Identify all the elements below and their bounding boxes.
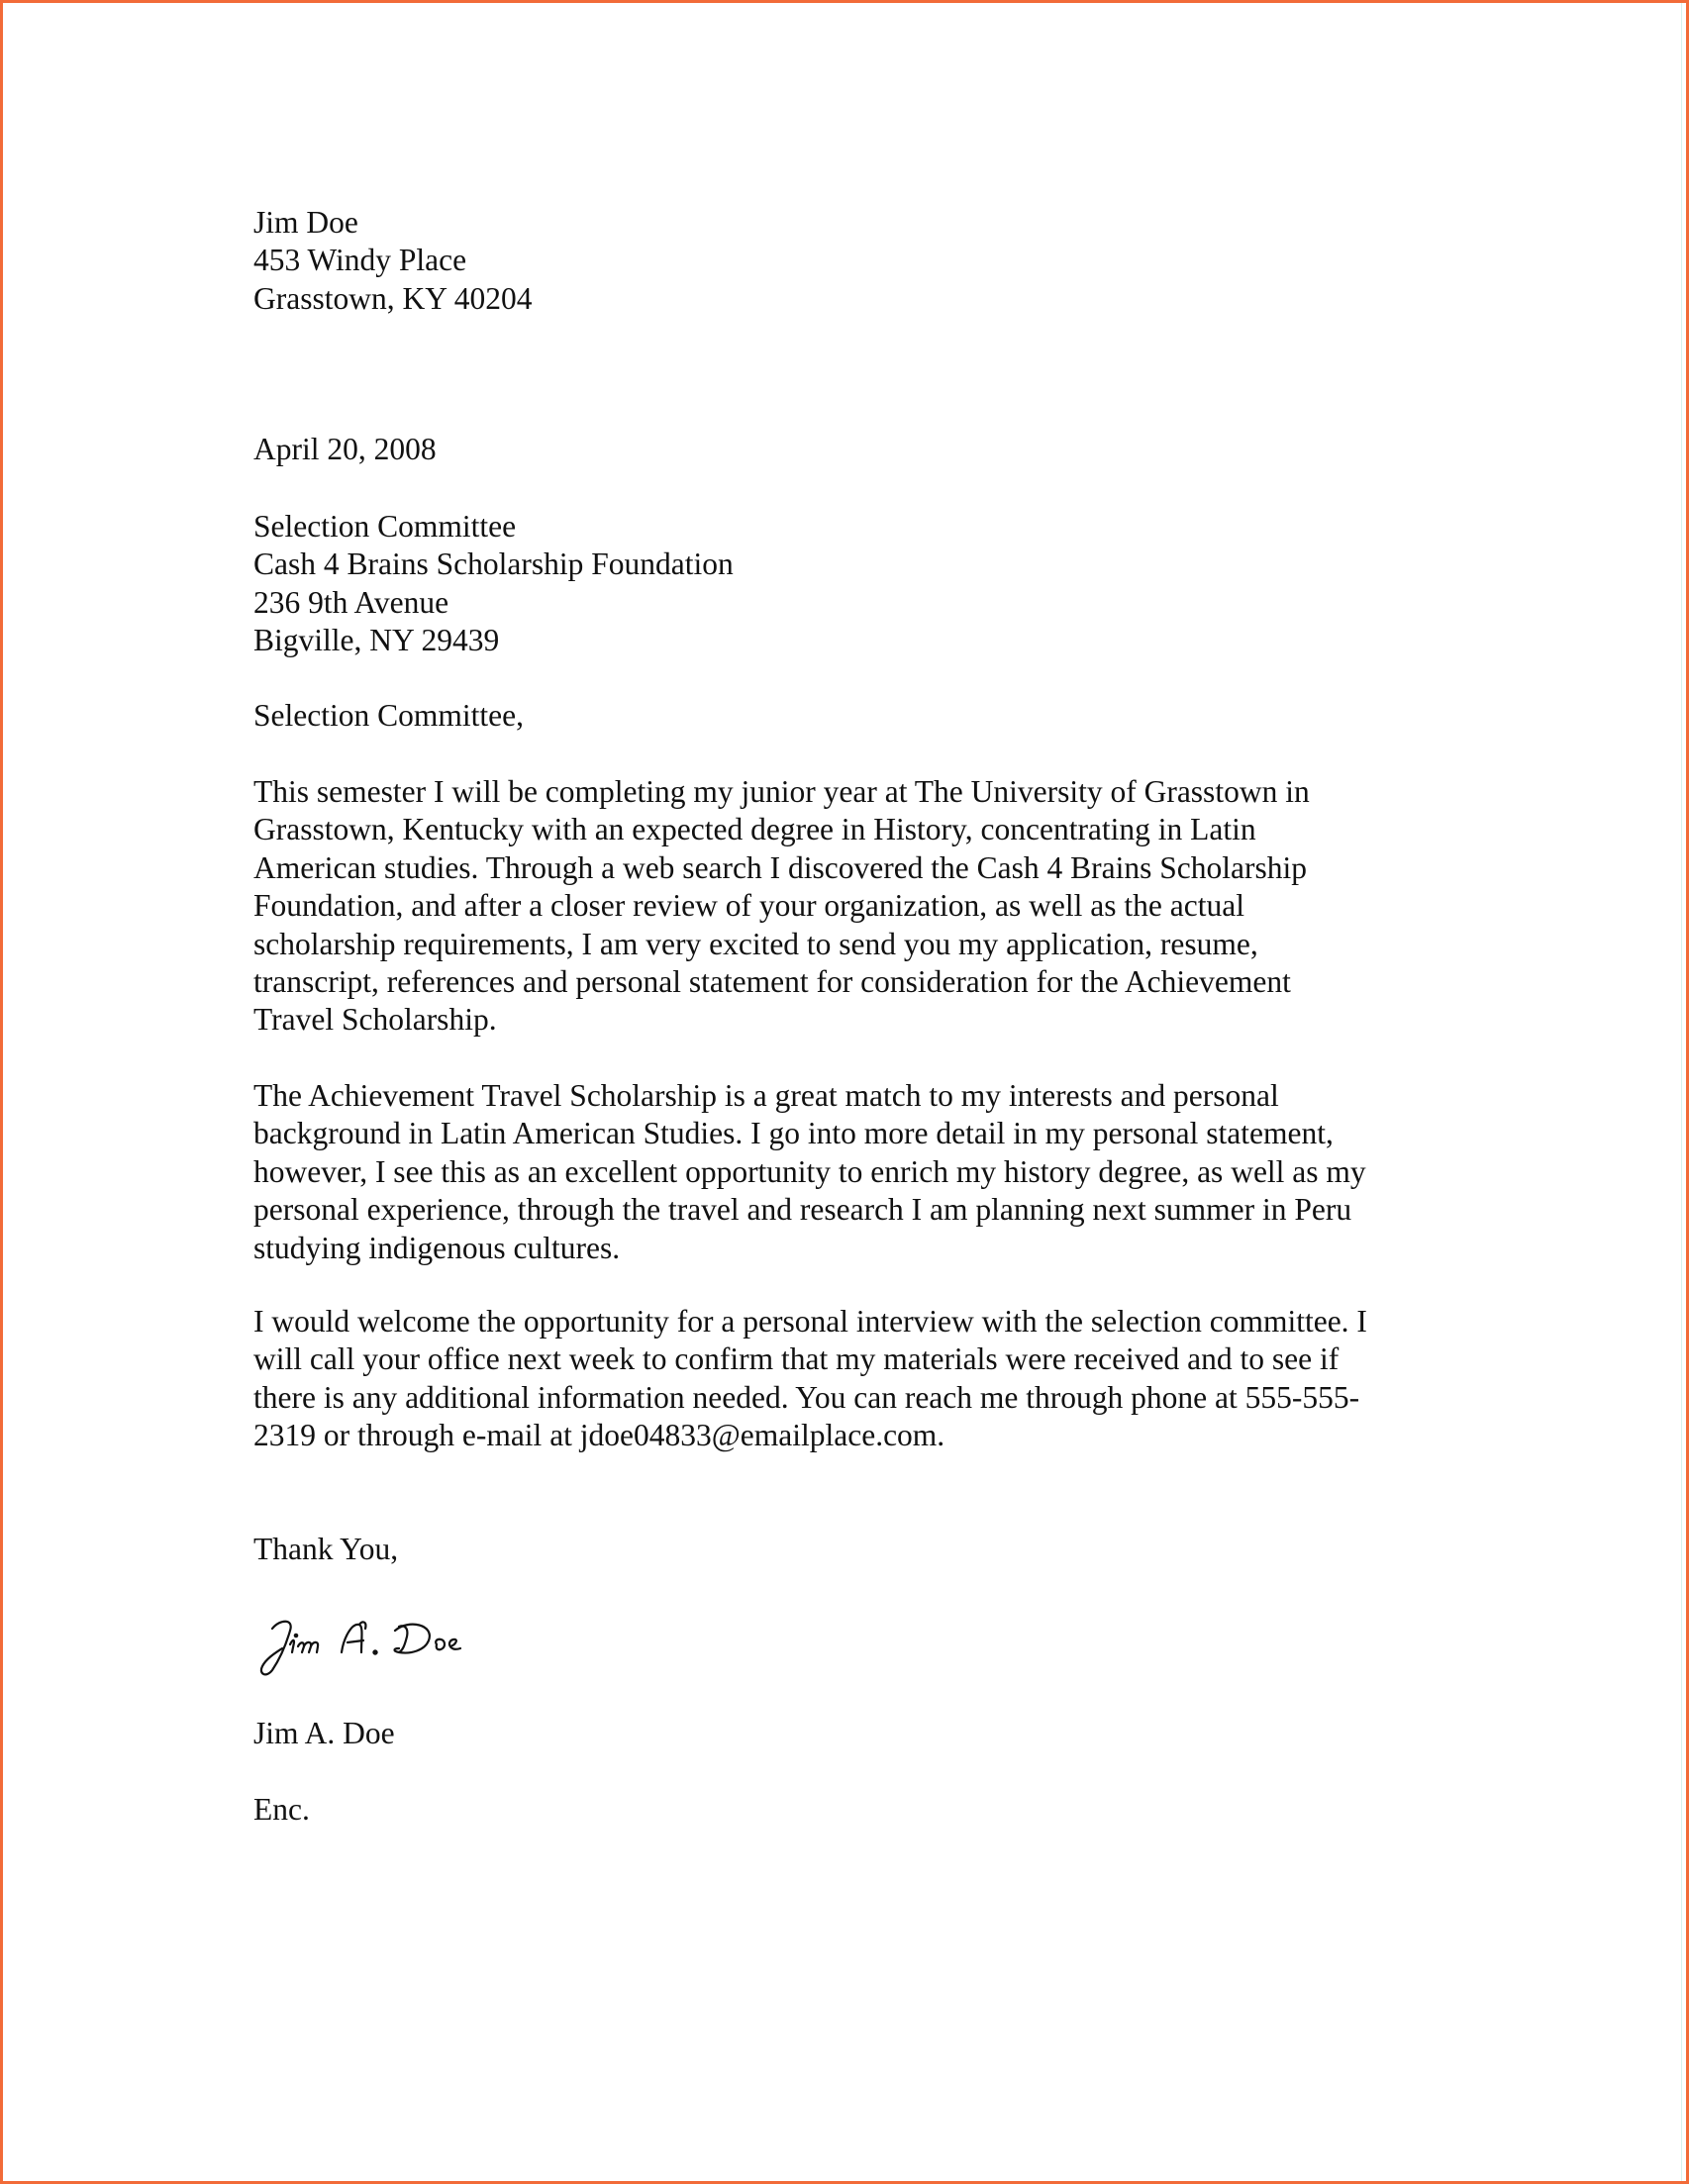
sender-address: [253, 204, 532, 318]
letter-date: [253, 431, 437, 468]
paragraph-line: transcript, references and personal statement for consideration for the Achievement: [253, 963, 1291, 999]
recipient-address: [253, 508, 734, 660]
body-paragraph-3: [253, 1303, 1367, 1455]
signature-icon: [250, 1609, 488, 1678]
paragraph-line: 2319 or through e-mail at jdoe04833@emailplace.com.: [253, 1418, 945, 1453]
date-text: April 20, 2008: [253, 432, 437, 466]
paragraph-line: Travel Scholarship.: [253, 1002, 497, 1038]
enclosure-text: Enc.: [253, 1792, 310, 1827]
paragraph-line: there is any additional information needed. You can reach me through phone at 555-555-: [253, 1379, 1360, 1415]
paragraph-line: scholarship requirements, I am very excited to send you my application, resume,: [253, 926, 1258, 961]
paragraph-line: Foundation, and after a closer review of your organization, as well as the actual: [253, 888, 1244, 924]
recipient-organization: Cash 4 Brains Scholarship Foundation: [253, 546, 734, 582]
paragraph-line: will call your office next week to confirm that my materials were received and to see if: [253, 1341, 1340, 1377]
sender-city-state-zip: Grasstown, KY 40204: [253, 280, 533, 316]
paragraph-line: American studies. Through a web search I discovered the Cash 4 Brains Scholarship: [253, 849, 1308, 885]
body-paragraph-2: [253, 1077, 1366, 1267]
recipient-city-state-zip: Bigville, NY 29439: [253, 623, 500, 658]
paragraph-line: I would welcome the opportunity for a personal interview with the selection committee. I: [253, 1304, 1367, 1339]
typed-name-text: Jim A. Doe: [253, 1716, 395, 1750]
paragraph-line: Grasstown, Kentucky with an expected degree in History, concentrating in Latin: [253, 812, 1256, 847]
salutation: [253, 697, 524, 735]
closing-text: Thank You,: [253, 1532, 399, 1566]
typed-name: [253, 1715, 395, 1752]
sender-name: Jim Doe: [253, 205, 358, 240]
salutation-text: Selection Committee,: [253, 698, 524, 733]
paragraph-line: personal experience, through the travel and research I am planning next summer in Peru: [253, 1192, 1352, 1228]
body-paragraph-1: [253, 773, 1310, 1040]
recipient-street: 236 9th Avenue: [253, 584, 449, 620]
paragraph-line: studying indigenous cultures.: [253, 1230, 621, 1265]
paragraph-line: background in Latin American Studies. I go into more detail in my personal statement,: [253, 1116, 1334, 1151]
handwritten-signature: [250, 1609, 488, 1678]
paragraph-line: however, I see this as an excellent opportunity to enrich my history degree, as well as my: [253, 1153, 1366, 1189]
sender-street: 453 Windy Place: [253, 243, 467, 278]
paragraph-line: The Achievement Travel Scholarship is a great match to my interests and personal: [253, 1078, 1279, 1113]
recipient-line1: Selection Committee: [253, 509, 517, 544]
paragraph-line: This semester I will be completing my junior year at The University of Grasstown in: [253, 774, 1310, 809]
closing: [253, 1531, 398, 1568]
enclosure: [253, 1791, 310, 1829]
